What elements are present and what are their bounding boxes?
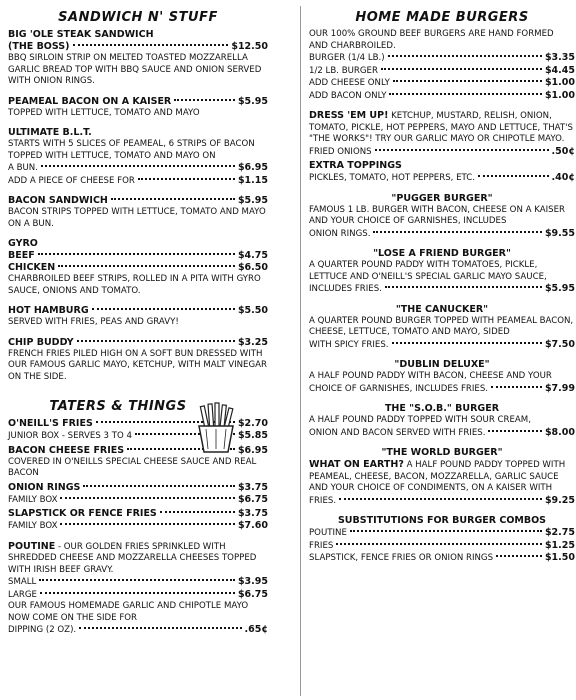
section-title-sandwich: SANDWICH N' STUFF [58,10,218,25]
item-name: PEAMEAL BACON ON A KAISER [8,95,172,107]
item-option: FRIES [309,540,334,551]
item-price: $5.95 [237,95,268,107]
item-option: POUTINE [309,528,347,538]
item-option: SLAPSTICK, FENCE FRIES OR ONION RINGS [309,553,494,563]
item-name: "THE WORLD BURGER" [381,447,503,458]
menu-item-dress-em-up [309,110,575,158]
item-desc: BACON STRIPS TOPPED WITH LETTUCE, TOMATO AND MAYO ON A BUN. [8,207,266,229]
item-desc: FRENCH FRIES PILED HIGH ON A SOFT BUN DRESSED WITH OUR FAMOUS GARLIC MAYO, KETCHUP, WITH MALT VINEGAR ON THE SIDE. [8,348,267,382]
item-desc: - OUR GOLDEN FRIES SPRINKLED WITH SHREDDED CHEESE AND MOZZARELLA CHEESES TOPPED WITH IRISH BEEF GRAVY. [8,541,257,575]
item-price: $6.50 [237,262,268,273]
menu-item-hot-hamburg [8,305,268,329]
item-option: ONION AND BACON SERVED WITH FRIES. [309,427,486,438]
item-price: $4.75 [237,250,268,261]
item-price: $12.50 [231,41,268,52]
item-desc: KETCHUP, MUSTARD, RELISH, ONION, TOMATO, PICKLE, HOT PEPPERS, MAYO AND LETTUCE, THAT'S "THE WORKS"! TRY OUR GARLIC MAYO OR CHIPOTLE MAYO. [309,111,573,144]
item-price: .65¢ [244,624,268,635]
menu-item-dublin-deluxe [309,359,575,395]
item-lead: WHAT ON EARTH? [309,459,404,470]
menu-item-chip-buddy [8,337,268,384]
item-price: $7.50 [544,338,575,350]
menu-item-sob-burger [309,403,575,439]
section-title-burgers: HOME MADE BURGERS [355,10,529,25]
item-option: FAMILY BOX [8,494,58,505]
item-name: BIG 'OLE STEAK SANDWICH [8,29,154,40]
item-price: $2.70 [237,418,268,429]
item-option: WITH SPICY FRIES. [309,339,389,350]
item-option: ADD BACON ONLY [309,90,387,101]
item-price: $6.95 [237,444,268,456]
item-name: "PUGGER BURGER" [391,192,493,204]
item-desc: A HALF POUND PADDY TOPPED WITH SOUR CREAM, [309,415,531,425]
menu-item-burgers [309,29,575,102]
item-price: $2.75 [544,527,575,538]
item-desc: STARTS WITH 5 SLICES OF PEAMEAL, 6 STRIPS OF BACON TOPPED WITH LETTUCE, TOMATO AND MAYO ON [8,139,255,161]
item-desc: A QUARTER POUND BURGER TOPPED WITH PEAMEAL BACON, CHEESE, LETTUCE, TOMATO AND MAYO, SIDED [309,315,574,337]
item-name: DRESS 'EM UP! [309,110,389,121]
menu-item-steak [8,29,268,88]
menu-item-canucker [309,304,575,352]
item-option: LARGE [8,589,37,600]
item-name: SLAPSTICK OR FENCE FRIES [8,508,157,519]
menu-item-gyro [8,238,268,297]
item-price: $3.35 [544,52,575,63]
item-name: "THE CANUCKER" [395,303,489,315]
item-desc: A HALF POUND PADDY WITH BACON, CHEESE AND YOUR [309,371,552,381]
item-name: GYRO [8,238,38,249]
item-option: DIPPING (2 OZ). [8,625,77,635]
item-option: ONION RINGS. [309,228,371,239]
item-option: 1/2 LB. BURGER [309,65,378,76]
item-price: $3.75 [237,481,268,493]
item-option: BURGER (1/4 LB.) [309,53,385,63]
left-column [8,0,268,645]
item-price: $7.99 [544,382,575,394]
item-desc: COVERED IN O'NEILLS SPECIAL CHEESE SAUCE AND REAL BACON [8,456,257,478]
item-name: (THE BOSS) [8,41,70,52]
item-price: $5.95 [237,195,268,206]
menu-item-extra-toppings [309,160,575,185]
menu-item-pugger-burger [309,193,575,241]
item-option: BEEF [8,250,35,261]
item-desc: TOPPED WITH LETTUCE, TOMATO AND MAYO [8,107,200,118]
item-name: THE "S.O.B." BURGER [384,403,500,414]
item-name: HOT HAMBURG [8,305,89,316]
item-option: SMALL [8,577,37,587]
item-price: $3.95 [237,576,268,587]
item-option: ADD A PIECE OF CHEESE FOR [8,175,135,186]
item-option: CHICKEN [8,262,56,273]
item-desc: A HALF POUND PADDY TOPPED WITH PEAMEAL, CHEESE, BACON, MOZZARELLA, GARLIC SAUCE AND YOUR CHOICE OF CONDIMENTS, ON A KAISER WITH [309,460,566,493]
right-column [300,6,575,696]
item-name: ULTIMATE B.L.T. [8,127,92,138]
item-option: ADD CHEESE ONLY [309,78,390,88]
item-option: A BUN. [8,163,38,173]
item-price: $6.75 [237,588,268,600]
item-desc: FAMOUS 1 LB. BURGER WITH BACON, CHEESE ON A KAISER AND YOUR CHOICE OF GARNISHES, INCLUDES [309,204,565,226]
menu-item-onion-rings [8,482,268,507]
item-desc: OUR 100% GROUND BEEF BURGERS ARE HAND FORMED AND CHARBROILED. [309,29,554,51]
menu-item-peameal [8,96,268,120]
item-price: $3.75 [237,508,268,519]
menu-item-poutine [8,541,268,637]
item-price: $8.00 [544,426,575,438]
item-price: .50¢ [551,145,575,157]
item-desc: BBQ SIRLOIN STRIP ON MELTED TOASTED MOZZARELLA GARLIC BREAD TOP WITH BBQ SAUCE AND ONION SERVED WITH ONION RINGS. [8,53,262,86]
item-option: JUNIOR BOX - SERVES 3 TO 4 [8,431,132,441]
item-price: $1.50 [544,552,575,563]
item-name: POUTINE [8,540,56,552]
item-price: $6.75 [237,493,268,505]
item-name: ONION RINGS [8,481,81,493]
item-price: $1.00 [544,89,575,101]
item-price: $6.95 [237,162,268,173]
item-price: $9.25 [544,494,575,506]
menu-item-substitutions [309,515,575,565]
item-price: .40¢ [551,172,575,183]
item-name: BACON SANDWICH [8,195,108,206]
item-name: EXTRA TOPPINGS [309,160,402,171]
item-option: CHOICE OF GARNISHES, INCLUDES FRIES. [309,383,489,394]
item-option: FAMILY BOX [8,521,58,531]
item-option: FRIED ONIONS [309,146,372,157]
item-option: INCLUDES FRIES. [309,284,382,294]
menu-item-slapstick [8,508,268,533]
item-price: $1.25 [544,539,575,551]
item-price: $1.15 [237,174,268,186]
item-name: CHIP BUDDY [8,336,74,348]
item-price: $3.25 [237,336,268,348]
item-name: O'NEILL'S FRIES [8,418,93,429]
item-name: BACON CHEESE FRIES [8,444,125,456]
item-price: $9.55 [544,227,575,239]
item-desc: CHARBROILED BEEF STRIPS, ROLLED IN A PITA WITH GYRO SAUCE, ONIONS AND TOMATO. [8,274,261,296]
menu-item-world-burger [309,447,575,507]
item-name: SUBSTITUTIONS FOR BURGER COMBOS [337,515,547,526]
fries-box-icon [194,402,238,454]
item-option: FRIES. [309,495,337,506]
item-price: $5.95 [544,283,575,294]
section-title-taters: TATERS & THINGS [49,399,187,414]
item-price: $5.85 [237,430,268,441]
item-price: $7.60 [237,520,268,531]
item-price: $5.50 [237,305,268,316]
item-name: "LOSE A FRIEND BURGER" [373,248,511,259]
item-desc: SERVED WITH FRIES, PEAS AND GRAVY! [8,317,179,327]
menu-item-bacon-sandwich [8,195,268,230]
item-price: $4.45 [544,64,575,76]
item-option: PICKLES, TOMATO, HOT PEPPERS, ETC. [309,173,476,183]
menu-item-lose-a-friend [309,248,575,296]
menu-item-blt [8,127,268,187]
item-name: "DUBLIN DELUXE" [394,359,490,370]
item-desc: A QUARTER POUND PADDY WITH TOMATOES, PICKLE, LETTUCE AND O'NEILL'S SPECIAL GARLIC MAYO SAUCE, [309,260,547,282]
item-desc: OUR FAMOUS HOMEMADE GARLIC AND CHIPOTLE MAYO NOW COME ON THE SIDE FOR [8,601,249,623]
item-price: $1.00 [544,77,575,88]
